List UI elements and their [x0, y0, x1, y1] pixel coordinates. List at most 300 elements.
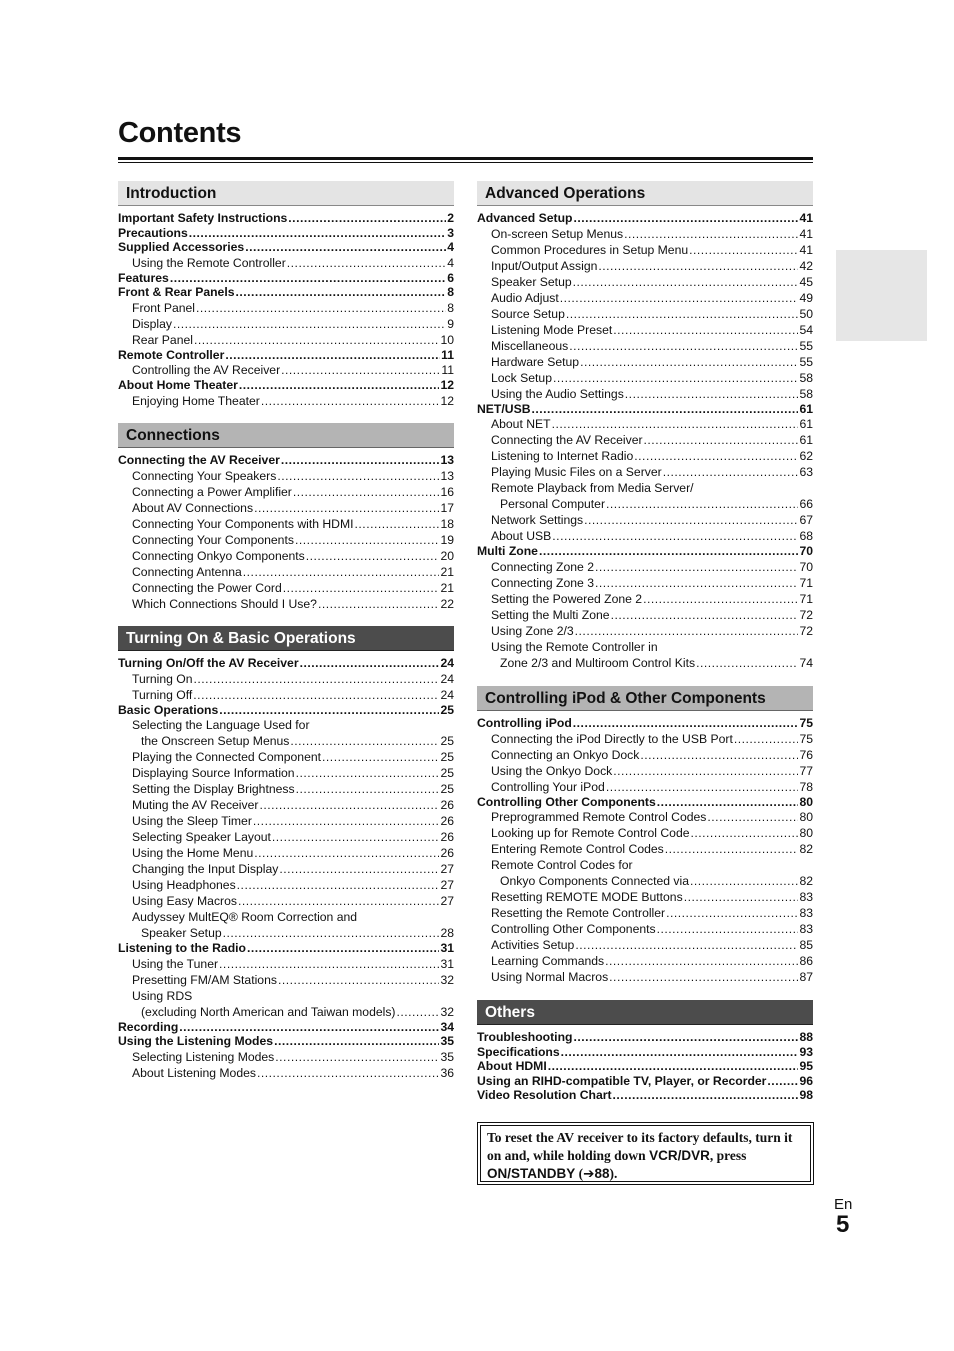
toc-leader-dots: [606, 779, 799, 795]
toc-leader-dots: [247, 941, 439, 956]
toc-entry-page: 66: [799, 497, 813, 511]
toc-entry: [477, 731, 813, 747]
toc-entry-page: 96: [799, 1073, 813, 1088]
toc-leader-dots: [283, 580, 440, 596]
toc-entry: [118, 925, 454, 941]
toc-entry-page: 32: [440, 972, 454, 987]
toc-entry-label: Using RDS: [132, 988, 193, 1003]
toc-entry: [118, 956, 454, 972]
toc-entry-page: 83: [799, 922, 813, 936]
toc-entry-page: 54: [799, 322, 813, 337]
toc-entry-label: the Onscreen Setup Menus: [141, 734, 290, 748]
toc-entry-page: 55: [799, 354, 813, 369]
toc-entry: [118, 733, 454, 749]
toc-leader-dots: [189, 226, 446, 241]
toc-entry-label: Connecting Your Speakers: [132, 468, 277, 483]
toc-entry-page: 74: [799, 655, 813, 670]
toc-entry: [118, 813, 454, 829]
toc-entry: [118, 548, 454, 564]
toc-entry-label: Features: [118, 270, 169, 285]
toc-entry-page: 13: [440, 453, 454, 467]
toc-entry-page: 87: [799, 970, 813, 984]
toc-leader-dots: [173, 316, 446, 332]
toc-leader-dots: [259, 797, 439, 813]
toc-entry-label: Zone 2/3 and Multiroom Control Kits: [500, 655, 696, 670]
toc-entry-page: 25: [440, 702, 454, 717]
toc-entry-page: 20: [440, 548, 454, 563]
toc-entry: [477, 290, 813, 306]
toc-leader-dots: [657, 921, 799, 937]
toc-leader-dots: [278, 972, 439, 988]
toc-leader-dots: [552, 528, 798, 544]
toc-entry: [477, 464, 813, 480]
section-heading-turning-on: Turning On & Basic Operations: [118, 626, 454, 651]
toc-leader-dots: [734, 731, 799, 747]
toc-entry: [477, 857, 813, 873]
toc-entry-label: Controlling Your iPod: [491, 779, 605, 794]
toc-entry: [118, 348, 454, 363]
toc-entry: [477, 416, 813, 432]
toc-entry-page: 70: [799, 544, 813, 558]
toc-entry: [118, 1004, 454, 1020]
toc-entry-label: Personal Computer: [500, 497, 605, 511]
toc-entry-label: Enjoying Home Theater: [132, 393, 260, 408]
toc-entry: [477, 607, 813, 623]
toc-entry-label: Rear Panel: [132, 332, 193, 347]
toc-leader-dots: [539, 544, 799, 559]
toc-leader-dots: [290, 733, 439, 749]
toc-entry: [118, 1034, 454, 1049]
toc-entry-label: Selecting Speaker Layout: [132, 830, 271, 844]
reset-note-box: [477, 1122, 814, 1185]
toc-entry-label: Connecting Zone 2: [491, 559, 594, 574]
toc-entry-label: Connecting Antenna: [132, 564, 242, 579]
toc-leader-dots: [566, 306, 799, 322]
toc-entry-label: Front & Rear Panels: [118, 285, 235, 299]
toc-entry-label: About NET: [491, 417, 551, 431]
toc-entry-label: On-screen Setup Menus: [491, 226, 624, 241]
toc-entry-page: 27: [440, 878, 454, 892]
toc-leader-dots: [584, 512, 798, 528]
toc-entry: [118, 484, 454, 500]
toc-entry-page: 45: [799, 274, 813, 289]
toc-leader-dots: [552, 416, 799, 432]
toc-entry-label: Audio Adjust: [491, 290, 559, 305]
toc-entry-label: Muting the AV Receiver: [132, 798, 259, 812]
toc-entry-label: Using Zone 2/3: [491, 623, 574, 638]
toc-leader-dots: [613, 322, 798, 338]
toc-entry: [477, 386, 813, 402]
toc-entry-page: 26: [440, 830, 454, 844]
toc-leader-dots: [279, 861, 439, 877]
toc-leader-dots: [595, 559, 798, 575]
toc-entry: [118, 797, 454, 813]
toc-entry: [118, 845, 454, 861]
toc-leader-dots: [272, 829, 440, 845]
toc-entry-page: 67: [799, 513, 813, 527]
toc-entry: [118, 332, 454, 348]
toc-entry: [118, 877, 454, 893]
toc-entry-label: Connecting a Power Amplifier: [132, 484, 292, 499]
toc-leader-dots: [684, 889, 799, 905]
title-rule-thin: [118, 162, 813, 163]
toc-entry-label: Using Normal Macros: [491, 970, 609, 984]
toc-leader-dots: [575, 937, 798, 953]
toc-entry-label: About Home Theater: [118, 378, 238, 392]
toc-entry: [477, 1059, 813, 1074]
toc-entry-page: 63: [799, 465, 813, 479]
toc-entry-page: 83: [799, 906, 813, 920]
toc-entry-page: 83: [799, 890, 813, 904]
toc-entry-label: Listening to Internet Radio: [491, 449, 634, 463]
page-title: Contents: [118, 117, 242, 149]
toc-entry-page: 11: [441, 363, 454, 377]
toc-entry: [118, 1065, 454, 1081]
toc-entry-page: 27: [440, 894, 454, 908]
toc-leader-dots: [295, 532, 440, 548]
toc-entry-page: 35: [440, 1049, 454, 1064]
toc-entry-label: Network Settings: [491, 513, 584, 527]
toc-entry-label: Setting the Display Brightness: [132, 782, 295, 796]
toc-entry-label: Connecting the iPod Directly to the USB Port: [491, 731, 733, 746]
reset-note-ref-page: 88: [594, 1166, 610, 1181]
toc-entry-page: 6: [447, 270, 454, 285]
toc-entry: [118, 300, 454, 316]
toc-entry-label: Selecting the Language Used for: [132, 718, 310, 732]
toc-entry: [477, 480, 813, 496]
toc-entry: [118, 532, 454, 548]
toc-leader-dots: [281, 362, 440, 378]
toc-leader-dots: [548, 1059, 799, 1074]
toc-entry-page: 55: [799, 338, 813, 353]
toc-entry-page: 9: [447, 316, 454, 331]
toc-entry-label: Remote Control Codes for: [491, 858, 633, 872]
toc-leader-dots: [611, 607, 799, 623]
toc-entry-label: Basic Operations: [118, 702, 219, 717]
toc-entry: [118, 316, 454, 332]
toc-entry-label: Resetting the Remote Controller: [491, 906, 666, 920]
toc-entry-page: 18: [440, 516, 454, 531]
toc-entry-label: Connecting the AV Receiver: [118, 453, 280, 467]
reset-note-text-middle: , press: [709, 1148, 747, 1163]
section-heading-ipod: Controlling iPod & Other Components: [477, 686, 813, 711]
toc-entry: [477, 795, 813, 810]
toc-entry: [118, 941, 454, 956]
toc-entry-label: Using Headphones: [132, 878, 236, 892]
toc-entry-page: 36: [440, 1065, 454, 1080]
toc-entry-label: Connecting the AV Receiver: [491, 433, 643, 447]
reset-note-text: To reset the AV receiver to its factory defaults, turn it on and, while holding down: [487, 1130, 793, 1163]
toc-entry: [118, 765, 454, 781]
toc-entry-page: 26: [440, 814, 454, 828]
toc-entry-page: 61: [799, 433, 813, 447]
toc-entry-label: Activities Setup: [491, 938, 575, 952]
toc-entry-label: Using an RIHD-compatible TV, Player, or Recorder: [477, 1073, 767, 1088]
toc-entry-page: 61: [799, 401, 813, 416]
toc-leader-dots: [236, 285, 447, 300]
toc-leader-dots: [665, 841, 799, 857]
toc-entry: [477, 226, 813, 242]
toc-leader-dots: [170, 271, 446, 286]
toc-leader-dots: [223, 925, 440, 941]
toc-entry-label: Using the Listening Modes: [118, 1034, 274, 1048]
toc-entry-label: Controlling Other Components: [491, 922, 656, 936]
toc-entry: [118, 362, 454, 378]
toc-entry: [477, 809, 813, 825]
toc-entry: [118, 468, 454, 484]
toc-entry-page: 28: [440, 926, 454, 940]
toc-entry-label: Resetting REMOTE MODE Buttons: [491, 890, 683, 904]
toc-entry-page: 24: [440, 656, 454, 670]
toc-entry-label: Remote Playback from Media Server/: [491, 481, 694, 495]
toc-entry: [118, 516, 454, 532]
toc-entry: [118, 972, 454, 988]
toc-entry: [477, 873, 813, 889]
toc-entry: [118, 1020, 454, 1035]
toc-entry-page: 58: [799, 370, 813, 385]
toc-entry: [477, 274, 813, 290]
toc-leader-dots: [624, 226, 798, 242]
toc-entry-page: 72: [799, 623, 813, 638]
toc-entry-page: 24: [440, 687, 454, 702]
toc-entry-page: 26: [440, 798, 454, 812]
toc-entry-label: About USB: [491, 529, 552, 543]
toc-entry-label: Controlling iPod: [477, 716, 572, 730]
toc-leader-dots: [245, 240, 446, 255]
toc-entry: [118, 240, 454, 255]
toc-entry-label: Setting the Multi Zone: [491, 607, 610, 622]
toc-leader-dots: [605, 953, 798, 969]
toc-entry-label: Turning Off: [132, 687, 193, 702]
toc-entry: [118, 781, 454, 797]
toc-entry-page: 32: [440, 1004, 454, 1019]
toc-entry-label: Multi Zone: [477, 544, 538, 558]
toc-entry-label: Turning On: [132, 671, 193, 686]
toc-entry: [118, 687, 454, 703]
section-ipod: [477, 686, 813, 985]
toc-entry: [477, 905, 813, 921]
toc-leader-dots: [532, 402, 799, 417]
toc-entry-label: Speaker Setup: [141, 926, 222, 940]
toc-entry: [477, 969, 813, 985]
on-standby-button-label: ON/STANDBY: [487, 1166, 576, 1181]
toc-entry: [477, 258, 813, 274]
toc-entry-label: Troubleshooting: [477, 1030, 573, 1044]
toc-entry-page: 11: [441, 347, 454, 362]
toc-entry: [477, 591, 813, 607]
toc-entries: [477, 716, 813, 985]
title-rule-thick: [118, 157, 813, 160]
toc-entry-label: Selecting Listening Modes: [132, 1049, 275, 1064]
toc-entries: [118, 656, 454, 1081]
toc-entry-page: 3: [447, 225, 454, 240]
toc-entry: [118, 596, 454, 612]
toc-leader-dots: [640, 747, 798, 763]
toc-leader-dots: [225, 348, 440, 363]
toc-leader-dots: [553, 370, 798, 386]
toc-entry-page: 31: [440, 941, 454, 955]
toc-entry: [477, 370, 813, 386]
toc-entry: [477, 953, 813, 969]
toc-leader-dots: [561, 1045, 799, 1060]
toc-leader-dots: [580, 354, 798, 370]
toc-leader-dots: [288, 211, 446, 226]
toc-entry: [477, 921, 813, 937]
toc-entry-label: Connecting an Onkyo Dock: [491, 747, 640, 762]
toc-leader-dots: [355, 516, 440, 532]
toc-entry-label: Display: [132, 316, 172, 331]
toc-entry-label: Audyssey MultEQ® Room Correction and: [132, 910, 358, 924]
toc-entry-label: Setting the Powered Zone 2: [491, 591, 643, 606]
toc-entry: [118, 378, 454, 393]
toc-entry-label: Connecting Onkyo Components: [132, 548, 305, 563]
toc-entry-page: 22: [440, 596, 454, 611]
toc-entry: [118, 671, 454, 687]
toc-leader-dots: [238, 893, 439, 909]
toc-entry-label: Playing the Connected Component: [132, 750, 322, 764]
toc-leader-dots: [306, 548, 440, 564]
toc-leader-dots: [239, 378, 440, 393]
toc-entry: [118, 717, 454, 733]
toc-entry-label: Lock Setup: [491, 370, 552, 385]
toc-leader-dots: [219, 703, 439, 718]
toc-leader-dots: [253, 813, 440, 829]
toc-entry-page: 85: [799, 938, 813, 952]
toc-entry: [477, 559, 813, 575]
toc-entry-page: 58: [799, 386, 813, 401]
toc-entry-label: Connecting Your Components with HDMI: [132, 516, 354, 531]
section-others: [477, 1000, 813, 1103]
toc-entry-page: 75: [799, 716, 813, 730]
toc-leader-dots: [573, 274, 799, 290]
toc-entry-label: About HDMI: [477, 1059, 547, 1073]
toc-entry-label: Miscellaneous: [491, 338, 569, 353]
toc-entry: [477, 1045, 813, 1060]
toc-entry: [477, 623, 813, 639]
toc-entry-label: Hardware Setup: [491, 354, 580, 369]
toc-entry-page: 26: [440, 846, 454, 860]
toc-entry-page: 49: [799, 290, 813, 305]
toc-leader-dots: [657, 795, 799, 810]
toc-entry: [477, 306, 813, 322]
toc-leader-dots: [274, 1034, 439, 1049]
toc-entry-page: 93: [799, 1044, 813, 1059]
toc-leader-dots: [644, 432, 799, 448]
toc-entry-page: 25: [440, 750, 454, 764]
toc-leader-dots: [322, 749, 439, 765]
toc-entries: [477, 211, 813, 671]
toc-leader-dots: [243, 564, 440, 580]
toc-entry: [477, 841, 813, 857]
toc-leader-dots: [609, 969, 798, 985]
toc-entry-label: Recording: [118, 1019, 179, 1034]
toc-entry-page: 82: [799, 842, 813, 856]
toc-entry-label: NET/USB: [477, 401, 531, 416]
reset-note: [480, 1125, 811, 1182]
toc-entry-page: 21: [440, 580, 454, 595]
toc-entry-page: 75: [799, 731, 813, 746]
toc-entry: [477, 1030, 813, 1045]
toc-entry: [477, 889, 813, 905]
toc-leader-dots: [219, 956, 439, 972]
toc-leader-dots: [767, 1074, 798, 1089]
toc-leader-dots: [573, 1030, 798, 1045]
toc-entry-page: 80: [799, 810, 813, 824]
section-heading-connections: Connections: [118, 423, 454, 448]
toc-entry-label: Source Setup: [491, 306, 565, 321]
toc-entry: [477, 779, 813, 795]
toc-leader-dots: [575, 623, 799, 639]
toc-entry-page: 8: [447, 300, 454, 315]
toc-leader-dots: [179, 1020, 439, 1035]
toc-leader-dots: [287, 255, 446, 271]
toc-entry: [477, 338, 813, 354]
toc-entry-page: 50: [799, 306, 813, 321]
toc-entry-label: Displaying Source Information: [132, 766, 295, 780]
toc-leader-dots: [598, 258, 798, 274]
toc-leader-dots: [696, 655, 798, 671]
toc-leader-dots: [707, 809, 798, 825]
toc-entry-page: 42: [799, 258, 813, 273]
toc-entry-label: Which Connections Should I Use?: [132, 596, 317, 611]
chapter-side-tab: [836, 250, 927, 341]
toc-entry-page: 13: [440, 468, 454, 483]
toc-leader-dots: [254, 500, 439, 516]
toc-entry: [477, 1088, 813, 1103]
toc-leader-dots: [237, 877, 440, 893]
toc-entry: [118, 909, 454, 925]
toc-entry-label: Important Safety Instructions: [118, 211, 288, 225]
toc-leader-dots: [663, 464, 799, 480]
toc-entry-page: 25: [440, 766, 454, 780]
toc-entry-page: 8: [447, 285, 454, 299]
toc-entry-page: 71: [799, 575, 813, 590]
toc-leader-dots: [275, 1049, 439, 1065]
toc-entry: [477, 825, 813, 841]
toc-leader-dots: [595, 575, 798, 591]
toc-entry-page: 12: [440, 378, 454, 392]
toc-entry-label: Using the Audio Settings: [491, 386, 624, 401]
toc-entry: [477, 937, 813, 953]
toc-entry-label: Turning On/Off the AV Receiver: [118, 656, 299, 670]
toc-entry-label: Controlling Other Components: [477, 794, 656, 809]
toc-leader-dots: [296, 765, 440, 781]
toc-entry-label: Using the Home Menu: [132, 846, 254, 860]
toc-entry-label: Listening Mode Preset: [491, 322, 613, 337]
toc-entry: [118, 500, 454, 516]
toc-entry-label: Preprogrammed Remote Control Codes: [491, 810, 707, 824]
toc-entry-page: 4: [447, 240, 454, 254]
toc-entry-page: 72: [799, 607, 813, 622]
toc-entry-page: 41: [799, 226, 813, 241]
toc-entry-page: 76: [799, 747, 813, 762]
toc-entry-page: 82: [799, 874, 813, 888]
toc-leader-dots: [625, 386, 799, 402]
toc-leader-dots: [296, 781, 440, 797]
section-heading-advanced: Advanced Operations: [477, 181, 813, 206]
toc-entry-label: Entering Remote Control Codes: [491, 842, 664, 856]
section-heading-introduction: Introduction: [118, 181, 454, 206]
toc-entry: [477, 747, 813, 763]
vcr-dvr-button-label: VCR/DVR: [649, 1148, 710, 1163]
toc-entry-label: About AV Connections: [132, 500, 254, 515]
toc-entry-page: 77: [799, 763, 813, 778]
toc-entry: [477, 432, 813, 448]
toc-entry-label: Video Resolution Chart: [477, 1088, 612, 1102]
toc-leader-dots: [254, 845, 439, 861]
toc-leader-dots: [281, 453, 440, 468]
toc-entry: [118, 861, 454, 877]
